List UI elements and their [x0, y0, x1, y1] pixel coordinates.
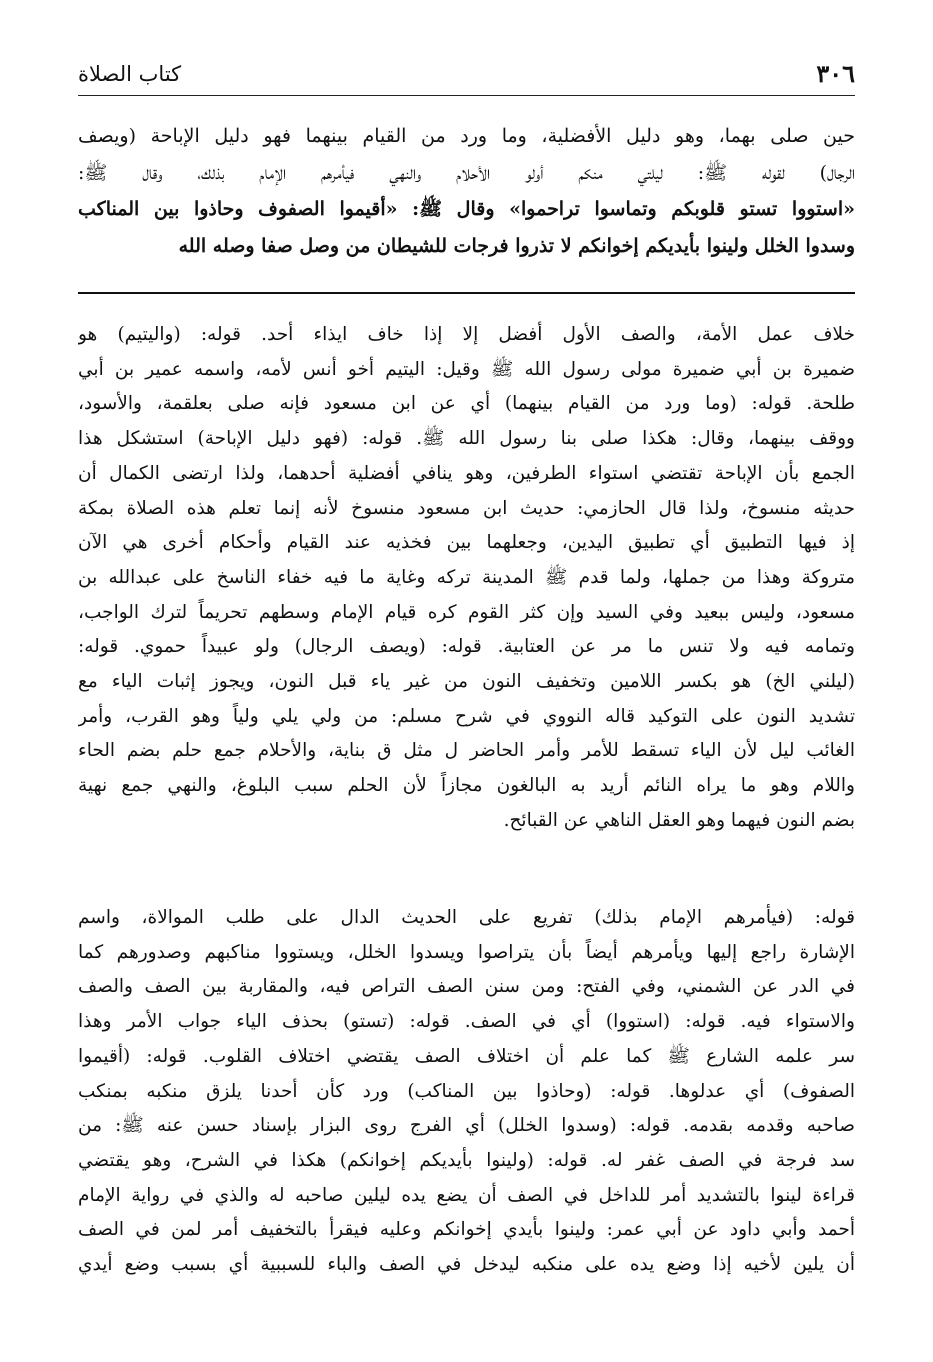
commentary-line: سر علمه الشارع ﷺ كما علم أن اختلاف الصف يقتضي اختلاف القلوب. قوله: (أقيموا: [78, 1045, 855, 1067]
main-text-block: [78, 118, 855, 264]
commentary-line: حديثه منسوخ، ولذا قال الحازمي: حديث ابن مسعود منسوخ لأنه إنما تعلم هذه الصلاة بمكة: [78, 497, 855, 519]
main-text-line: حين صلى بهما، وهو دليل الأفضلية، وما ورد من القيام بينهما فهو دليل الإباحة (ويصف: [78, 125, 855, 147]
commentary-line: أن يلين لأخيه إذا وضع يده على منكبه ليدخل في الصف والباء للسببية أي بسبب وضع أيدي: [78, 1254, 855, 1276]
commentary-line: ضميرة بن أبي ضميرة مولى رسول الله ﷺ وقيل: اليتيم أخو أنس لأمه، واسمه عمير بن أبي: [78, 358, 855, 380]
page-header: [78, 55, 855, 89]
commentary-line: الإشارة راجع إليها ويأمرهم أيضاً بأن يتراصوا ويسدوا الخلل، ويستووا مناكبهم وصدورهم كما: [78, 941, 855, 963]
commentary-line: في الدر عن الشمني، وفي الفتح: ومن سنن الصف التراص فيه، والمقاربة بين الصف والصف: [78, 976, 855, 998]
main-text-line: «استووا تستو قلوبكم وتماسوا تراحموا» وقال ﷺ: «أقيموا الصفوف وحاذوا بين المناكب: [78, 198, 855, 220]
commentary-line: إذ فيها التطبيق أي تطبيق اليدين، وجعلهما بين فخذيه عند القيام وأحكام أخرى هي الآن: [78, 532, 855, 554]
commentary-line: أحمد وأبي داود عن أبي عمر: ولينوا بأيدي إخوانكم وعليه فيقرأ بالتخفيف أمر لمن في الصف: [78, 1219, 855, 1241]
commentary-line: صاحبه وقدمه بقدمه. قوله: (وسدوا الخلل) أي الفرج روى البزار بإسناد حسن عنه ﷺ: من: [78, 1115, 855, 1137]
commentary-line: قراءة لينوا بالتشديد أمر للداخل في الصف أن يضع يده ليلين صاحبه له والذي في رواية الإمام: [78, 1184, 855, 1206]
main-text-line: الرجال) لقوله ﷺ: ليلتي منكم أولو الأحلام والنهي فيأمرهم الإمام بذلك، وقال ﷺ:: [78, 161, 855, 184]
commentary-line: والاستواء فيه. قوله: (استووا) أي في الصف. قوله: (تستو) بحذف الياء جواب الأمر وهذا: [78, 1011, 855, 1033]
commentary-line: الغائب ليل لأن الياء تسقط للأمر وأمر الحاضر ل مثل ق بناية، والأحلام جمع حلم بضم الحاء: [78, 740, 855, 762]
header-rule: [78, 95, 855, 96]
commentary-line: الصفوف) أي عدلوها. قوله: (وحاذوا بين المناكب) ورد كأن أحدنا يلزق منكبه بمنكب: [78, 1080, 855, 1102]
commentary-line: خلاف عمل الأمة، والصف الأول أفضل إلا إذا خاف ايذاء أحد. قوله: (واليتيم) هو: [78, 324, 855, 345]
commentary-line: تشديد النون على التوكيد قاله النووي في شرح مسلم: من ولي يلي ولياً وهو القرب، وأمر: [78, 705, 855, 727]
commentary-line: سد فرجة في الصف غفر له. قوله: (ولينوا بأيديكم إخوانكم) هكذا في الشرح، وهو يقتضي: [78, 1149, 855, 1171]
commentary-line: قوله: (فيأمرهم الإمام بذلك) تفريع على الحديث الدال على طلب الموالاة، واسم: [78, 907, 855, 928]
commentary-line: مسعود، وليس ببعيد وفي السيد وإن كثر القوم كره قيام الإمام وسطهم تحريماً لترك الواجب،: [78, 601, 855, 623]
commentary-paragraph-2: [78, 901, 855, 1283]
commentary-line: وتمامه فيه ولا تنس ما مر عن العتابية. قوله: (ويصف الرجال) ولو عبيداً حموي. قوله:: [78, 636, 855, 658]
commentary-line: ووقف بينهما، وقال: هكذا صلى بنا رسول الله ﷺ. قوله: (فهو دليل الإباحة) استشكل هذا: [78, 428, 855, 450]
commentary-line: (ليلني الخ) هو بكسر اللامين وتخفيف النون من غير ياء قبل النون، ويجوز إثبات الياء مع: [78, 671, 855, 693]
commentary-paragraph-1: [78, 318, 855, 839]
page-number: ٣٠٦: [816, 59, 855, 88]
commentary-line: بضم النون فيهما وهو العقل الناهي عن القبائح.: [503, 809, 855, 831]
running-title: كتاب الصلاة: [78, 62, 182, 86]
main-text-line: وسدوا الخلل ولينوا بأيديكم إخوانكم لا تذروا فرجات للشيطان من وصل صفا وصله الله: [178, 234, 855, 257]
commentary-line: متروكة وهذا من جملها، ولما قدم ﷺ المدينة تركه وغاية ما فيه خفاء الناسخ على عبدالله بن: [78, 566, 855, 588]
text-commentary-divider: [78, 292, 855, 294]
commentary-line: طلحة. قوله: (وما ورد من القيام بينهما) أي عن ابن مسعود فإنه صلى بعلقمة، والأسود،: [78, 393, 855, 415]
commentary-line: الجمع بأن الإباحة تقتضي استواء الطرفين، وهو ينافي أفضلية أحدهما، ولذا ارتضى الكمال أن: [78, 462, 855, 484]
commentary-line: واللام وهو ما يراه النائم أريد به البالغون مجازاً لأن الحلم سبب البلوغ، والنهي جمع نهية: [78, 775, 855, 797]
